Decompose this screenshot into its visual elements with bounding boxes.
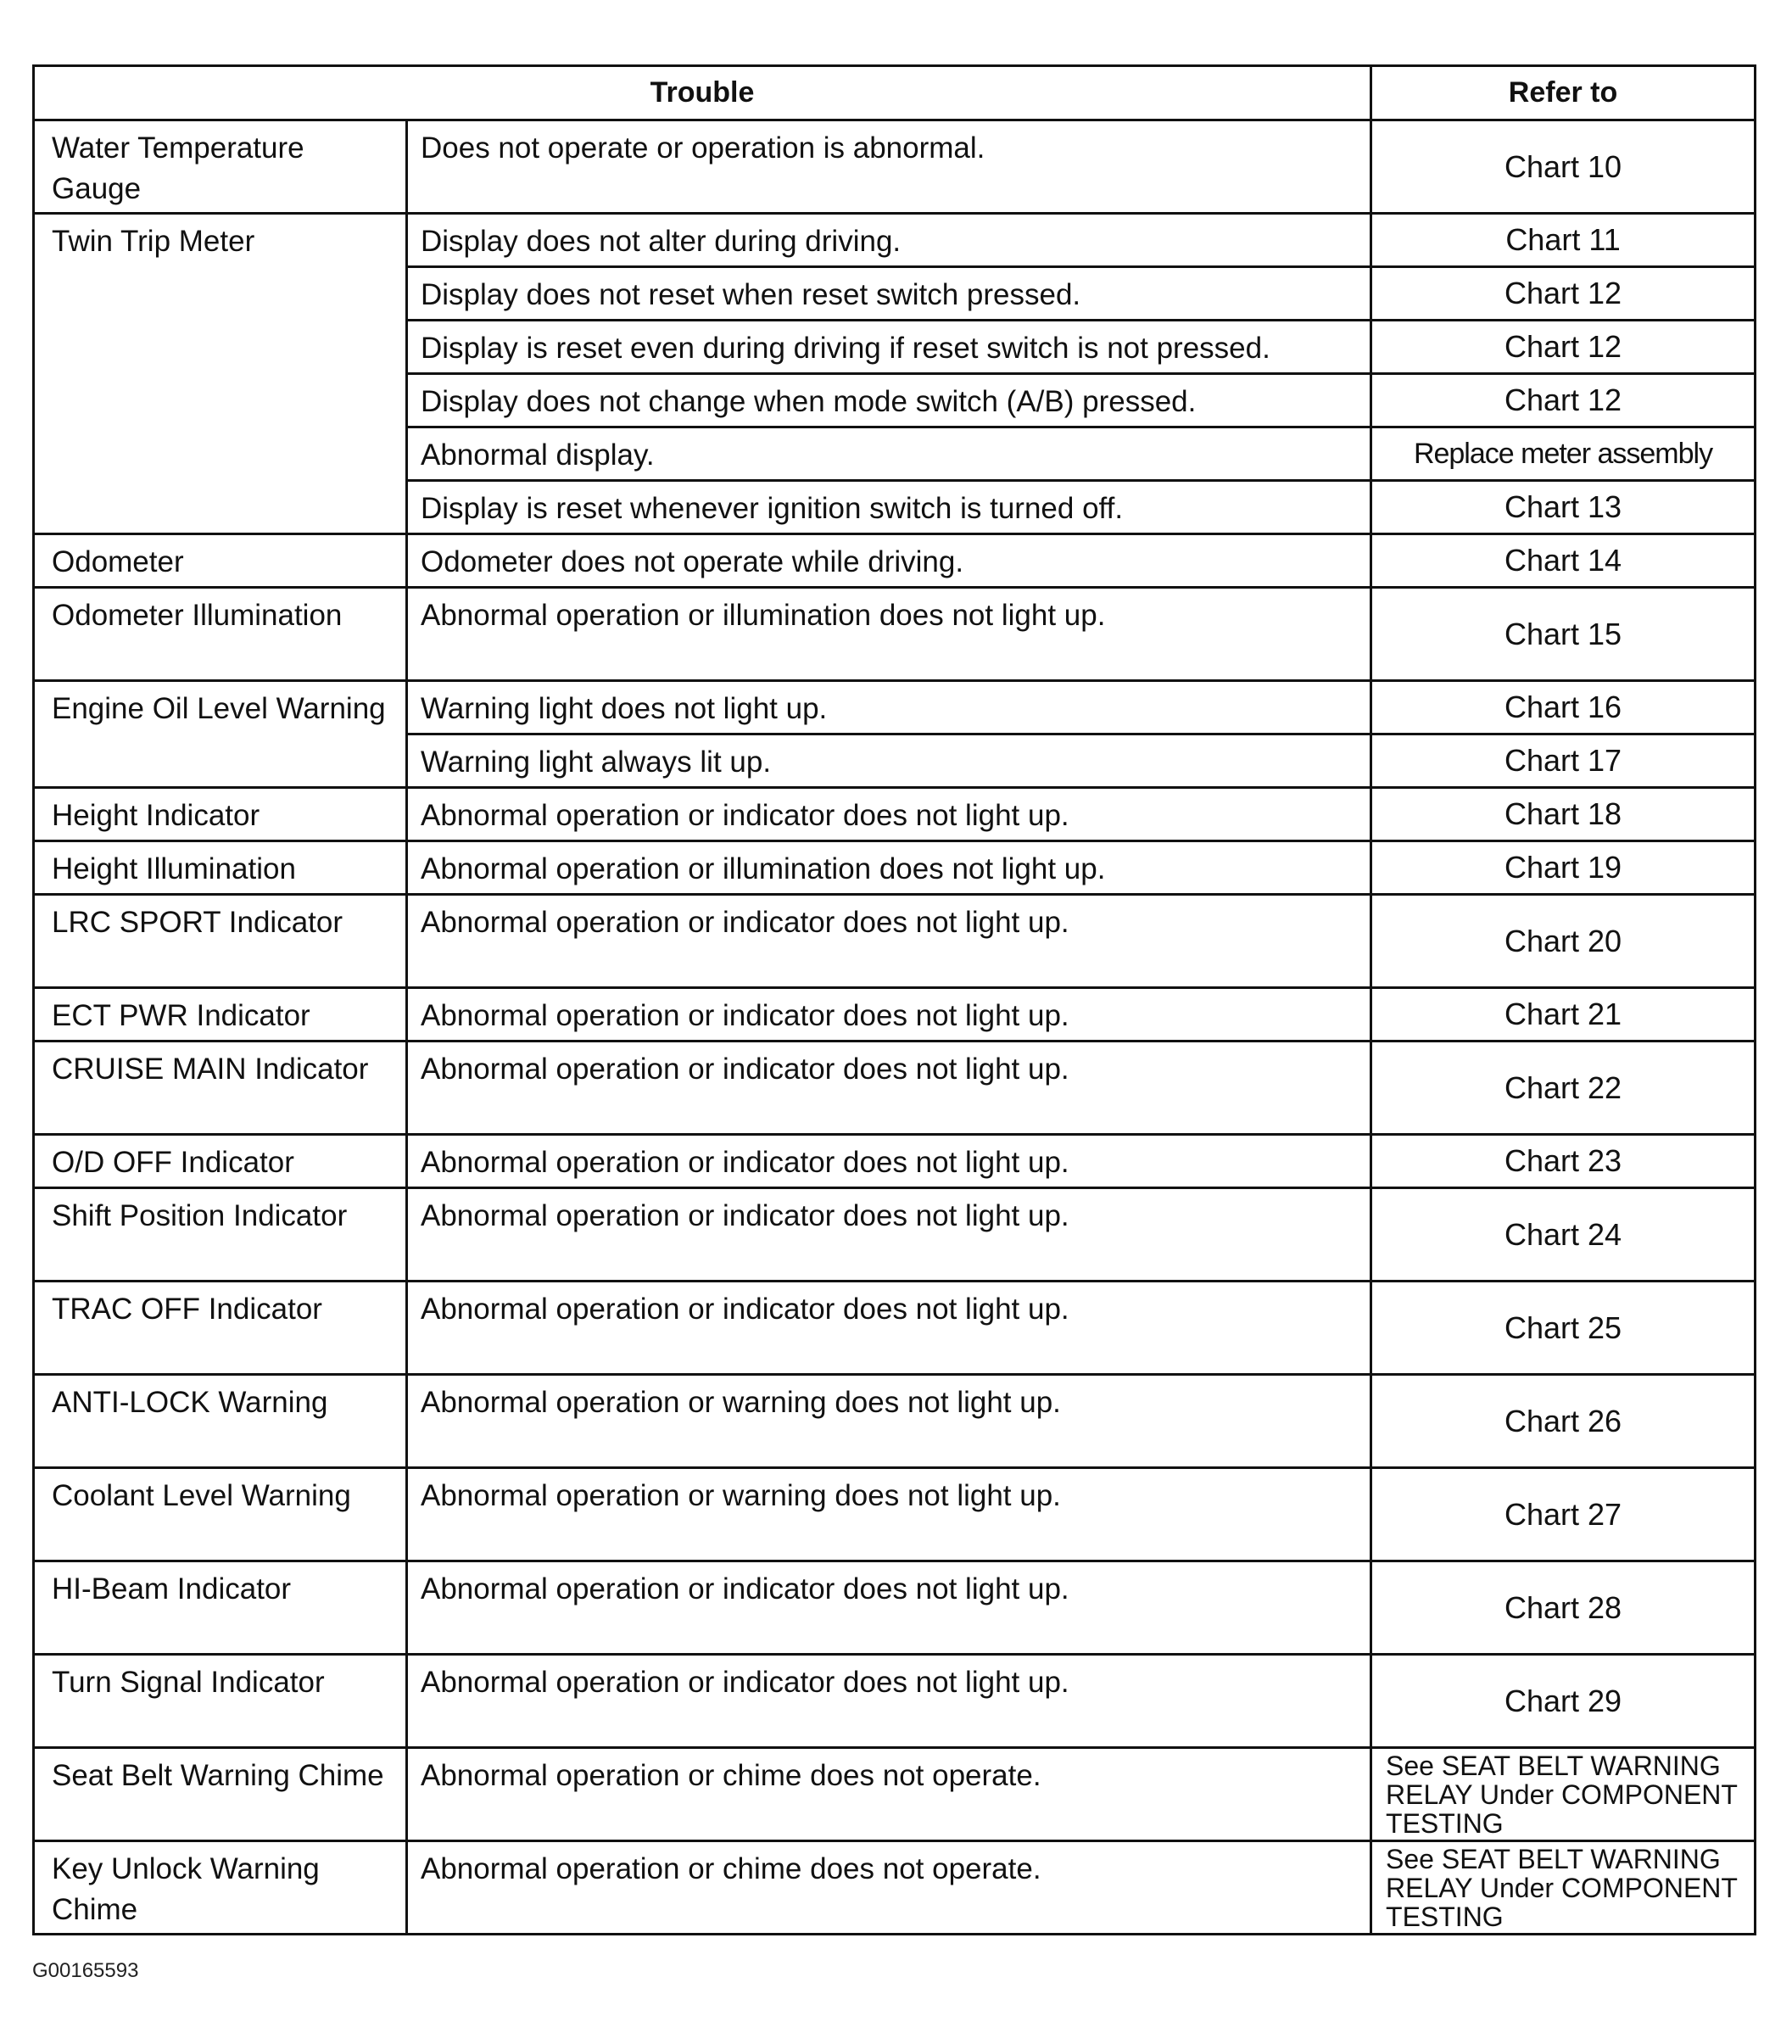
trouble-item: Water Temperature Gauge [34, 120, 407, 214]
refer-cell: Chart 13 [1371, 481, 1756, 534]
header-refer-to: Refer to [1371, 66, 1756, 120]
trouble-item: Height Illumination [34, 841, 407, 895]
table-row [34, 1188, 1756, 1282]
trouble-description: Abnormal operation or indicator does not light up. [407, 895, 1371, 988]
table-row [34, 1468, 1756, 1561]
trouble-description: Display is reset even during driving if reset switch is not pressed. [407, 321, 1371, 374]
trouble-item: Odometer [34, 534, 407, 588]
header-trouble: Trouble [34, 66, 1371, 120]
table-row [34, 1748, 1756, 1841]
table-row [34, 534, 1756, 588]
trouble-description: Display does not change when mode switch (A/B) pressed. [407, 374, 1371, 427]
table-row [34, 681, 1756, 734]
refer-cell: Chart 29 [1371, 1655, 1756, 1748]
table-row [34, 841, 1756, 895]
table-row [34, 1042, 1756, 1135]
refer-cell: Chart 18 [1371, 788, 1756, 841]
refer-cell: Chart 27 [1371, 1468, 1756, 1561]
trouble-item: O/D OFF Indicator [34, 1135, 407, 1188]
refer-cell: Chart 22 [1371, 1042, 1756, 1135]
trouble-description: Does not operate or operation is abnormal. [407, 120, 1371, 214]
trouble-item: Shift Position Indicator [34, 1188, 407, 1282]
figure-id-caption: G00165593 [32, 1959, 139, 1982]
table-header-row [34, 66, 1756, 120]
refer-cell: Chart 11 [1371, 214, 1756, 267]
trouble-item: Turn Signal Indicator [34, 1655, 407, 1748]
trouble-description: Abnormal operation or indicator does not light up. [407, 1282, 1371, 1375]
trouble-item: ANTI-LOCK Warning [34, 1375, 407, 1468]
trouble-item: Coolant Level Warning [34, 1468, 407, 1561]
trouble-item: HI-Beam Indicator [34, 1561, 407, 1655]
trouble-description: Abnormal operation or warning does not light up. [407, 1468, 1371, 1561]
trouble-description: Abnormal operation or illumination does not light up. [407, 588, 1371, 681]
table-row [34, 1375, 1756, 1468]
trouble-item: Engine Oil Level Warning [34, 681, 407, 788]
trouble-table [32, 64, 1756, 1935]
trouble-item: Odometer Illumination [34, 588, 407, 681]
table-row [34, 1135, 1756, 1188]
trouble-description: Abnormal operation or illumination does not light up. [407, 841, 1371, 895]
trouble-item: Twin Trip Meter [34, 214, 407, 534]
table-row [34, 1282, 1756, 1375]
trouble-description: Abnormal operation or indicator does not light up. [407, 788, 1371, 841]
trouble-item: LRC SPORT Indicator [34, 895, 407, 988]
refer-cell: Chart 25 [1371, 1282, 1756, 1375]
table-row [34, 1841, 1756, 1935]
table-row [34, 588, 1756, 681]
refer-cell: Replace meter assembly [1371, 427, 1756, 481]
refer-cell: See SEAT BELT WARNING RELAY Under COMPONENT TESTING [1371, 1841, 1756, 1935]
refer-cell: Chart 26 [1371, 1375, 1756, 1468]
trouble-description: Abnormal operation or indicator does not light up. [407, 1188, 1371, 1282]
trouble-description: Abnormal operation or chime does not operate. [407, 1841, 1371, 1935]
trouble-description: Abnormal operation or chime does not operate. [407, 1748, 1371, 1841]
refer-cell: Chart 23 [1371, 1135, 1756, 1188]
trouble-description: Abnormal operation or indicator does not light up. [407, 1135, 1371, 1188]
trouble-description: Odometer does not operate while driving. [407, 534, 1371, 588]
trouble-description: Warning light does not light up. [407, 681, 1371, 734]
trouble-item: Seat Belt Warning Chime [34, 1748, 407, 1841]
trouble-description: Abnormal operation or warning does not light up. [407, 1375, 1371, 1468]
table-row [34, 788, 1756, 841]
trouble-description: Warning light always lit up. [407, 734, 1371, 788]
refer-cell: Chart 21 [1371, 988, 1756, 1042]
refer-cell: Chart 15 [1371, 588, 1756, 681]
trouble-item: ECT PWR Indicator [34, 988, 407, 1042]
table-row [34, 895, 1756, 988]
table-row [34, 988, 1756, 1042]
refer-cell: Chart 17 [1371, 734, 1756, 788]
trouble-description: Display does not alter during driving. [407, 214, 1371, 267]
refer-cell: Chart 14 [1371, 534, 1756, 588]
table-row [34, 1655, 1756, 1748]
refer-cell: Chart 12 [1371, 321, 1756, 374]
trouble-description: Abnormal operation or indicator does not light up. [407, 1042, 1371, 1135]
table-row [34, 120, 1756, 214]
trouble-description: Abnormal operation or indicator does not light up. [407, 1655, 1371, 1748]
trouble-item: Height Indicator [34, 788, 407, 841]
refer-cell: Chart 24 [1371, 1188, 1756, 1282]
refer-cell: Chart 12 [1371, 374, 1756, 427]
refer-cell: Chart 19 [1371, 841, 1756, 895]
refer-cell: See SEAT BELT WARNING RELAY Under COMPONENT TESTING [1371, 1748, 1756, 1841]
trouble-item: TRAC OFF Indicator [34, 1282, 407, 1375]
refer-cell: Chart 20 [1371, 895, 1756, 988]
trouble-description: Abnormal operation or indicator does not light up. [407, 988, 1371, 1042]
refer-cell: Chart 28 [1371, 1561, 1756, 1655]
trouble-description: Display is reset whenever ignition switch is turned off. [407, 481, 1371, 534]
table-row [34, 1561, 1756, 1655]
refer-cell: Chart 12 [1371, 267, 1756, 321]
refer-cell: Chart 16 [1371, 681, 1756, 734]
trouble-item: Key Unlock Warning Chime [34, 1841, 407, 1935]
trouble-item: CRUISE MAIN Indicator [34, 1042, 407, 1135]
refer-cell: Chart 10 [1371, 120, 1756, 214]
trouble-description: Abnormal operation or indicator does not light up. [407, 1561, 1371, 1655]
trouble-description: Abnormal display. [407, 427, 1371, 481]
table-row [34, 214, 1756, 267]
trouble-description: Display does not reset when reset switch pressed. [407, 267, 1371, 321]
